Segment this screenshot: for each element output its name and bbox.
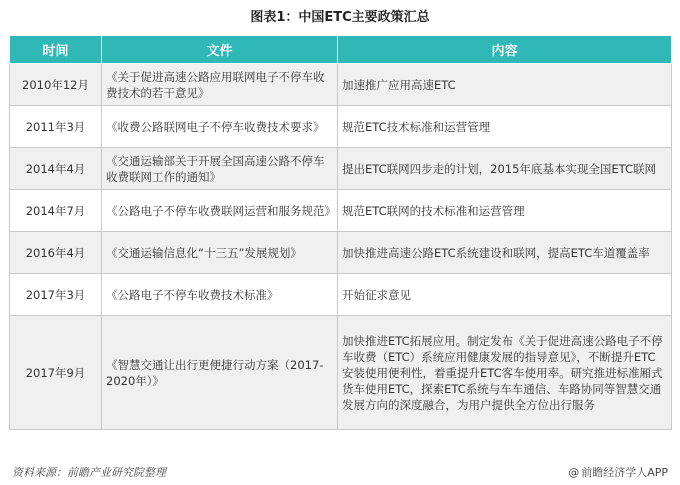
row-content: 加快推进高速公路ETC系统建设和联网，提高ETC车道覆盖率 — [338, 232, 672, 274]
row-file: 《公路电子不停车收费联网运营和服务规范》 — [102, 190, 338, 232]
policy-table — [9, 35, 672, 430]
row-file: 《交通运输信息化“十三五”发展规划》 — [102, 232, 338, 274]
row-time: 2011年3月 — [10, 106, 102, 148]
row-time: 2017年9月 — [10, 316, 102, 430]
row-content: 提出ETC联网四步走的计划，2015年底基本实现全国ETC联网 — [338, 148, 672, 190]
row-file: 《收费公路联网电子不停车收费技术要求》 — [102, 106, 338, 148]
row-content: 加速推广应用高速ETC — [338, 64, 672, 106]
row-time: 2014年4月 — [10, 148, 102, 190]
header-content: 内容 — [338, 36, 672, 64]
row-time: 2017年3月 — [10, 274, 102, 316]
table-row — [10, 274, 672, 316]
row-file: 《关于促进高速公路应用联网电子不停车收费技术的若干意见》 — [102, 64, 338, 106]
table-row — [10, 190, 672, 232]
table-row — [10, 232, 672, 274]
row-content: 规范ETC联网的技术标准和运营管理 — [338, 190, 672, 232]
header-file: 文件 — [102, 36, 338, 64]
brand-credit — [568, 464, 668, 480]
table-row — [10, 316, 672, 430]
row-content: 规范ETC技术标准和运营管理 — [338, 106, 672, 148]
row-content: 加快推进ETC拓展应用。制定发布《关于促进高速公路电子不停车收费（ETC）系统应用健康发展的指导意见》，不断提升ETC安装使用便利性，着重提升ETC客车使用率。研究推进标准厢式货车使用ETC，探索ETC系统与车车通信、车路协同等智慧交通发展方向的深度融合，为用户提供全方位出行服务 — [338, 316, 672, 430]
source-note: 资料来源：前瞻产业研究院整理 — [12, 466, 166, 479]
table-header-row — [10, 36, 672, 64]
row-time: 2010年12月 — [10, 64, 102, 106]
row-file: 《交通运输部关于开展全国高速公路不停车收费联网工作的通知》 — [102, 148, 338, 190]
at-icon: @ — [568, 466, 580, 479]
brand-label: 前瞻经济学人APP — [581, 466, 668, 479]
row-file: 《公路电子不停车收费技术标准》 — [102, 274, 338, 316]
row-time: 2016年4月 — [10, 232, 102, 274]
chart-title: 图表1：中国ETC主要政策汇总 — [250, 10, 430, 25]
row-time: 2014年7月 — [10, 190, 102, 232]
table-row — [10, 64, 672, 106]
table-row — [10, 148, 672, 190]
row-file: 《智慧交通让出行更便捷行动方案（2017-2020年）》 — [102, 316, 338, 430]
row-content: 开始征求意见 — [338, 274, 672, 316]
table-row — [10, 106, 672, 148]
header-time: 时间 — [10, 36, 102, 64]
